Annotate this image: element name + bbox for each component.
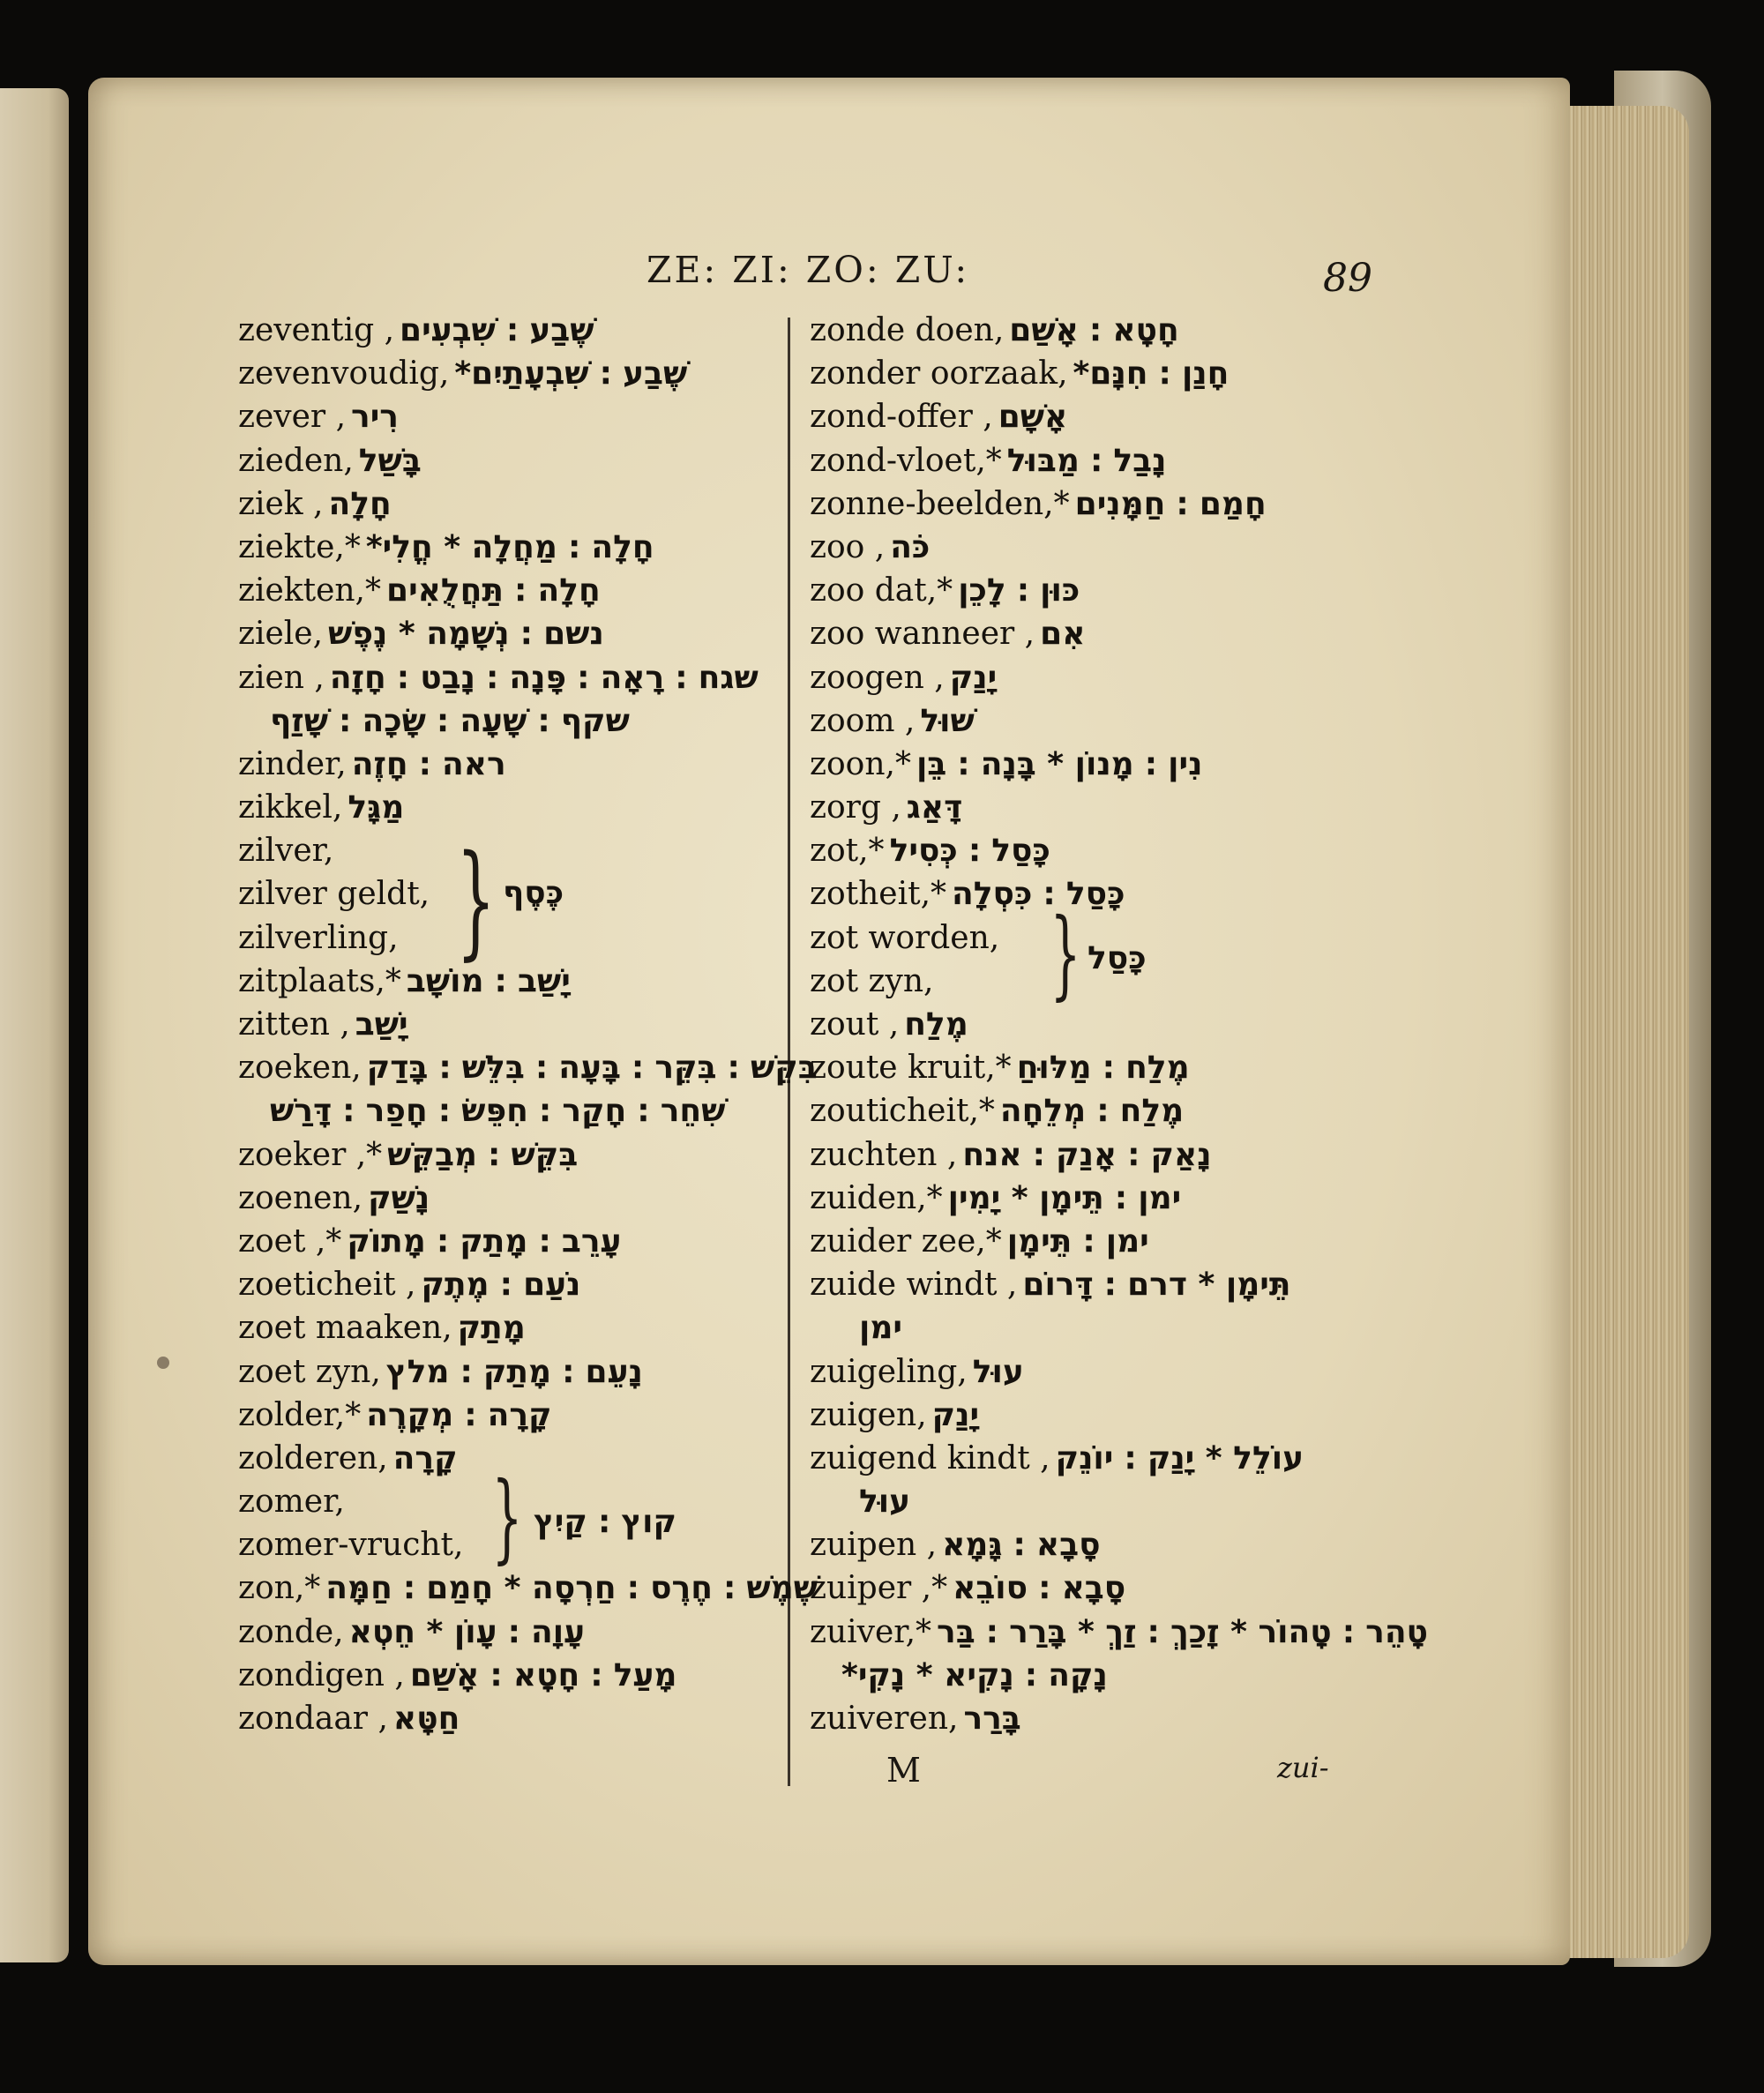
dictionary-entry [238,1697,847,1740]
hebrew-translation: בִּקֵּשׁ ׃ מְבַקֵּשׁ [387,1136,579,1173]
dictionary-entry [810,1177,1374,1220]
dictionary-entry [238,439,847,482]
dictionary-entry [238,786,847,829]
dictionary-entry [238,612,847,655]
dictionary-entry [238,569,847,612]
dictionary-entry [810,1350,1374,1394]
hebrew-translation: בָּרַר [963,1701,1021,1737]
hebrew-translation: ראה ׃ חָזֶה [351,745,506,782]
facing-page-edge [0,88,69,1962]
hebrew-translation: חָטָא ׃ אָשַׁם [1009,312,1179,348]
dictionary-entry [810,439,1374,482]
dictionary-entry [238,1611,847,1654]
hebrew-translation: טָהֵר ׃ טָהוֹר * זָכַךְ ׃ זַךְ * בָּרַר ׃ בַּר [937,1613,1428,1650]
dictionary-entry [238,1089,847,1132]
dutch-headword: zuide windt , [810,1267,1018,1304]
dictionary-entry [810,1046,1374,1089]
hebrew-translation: נָבַל ׃ מַבּוּל [1006,442,1167,479]
hebrew-translation: מֶלַח ׃ מַלּוּחַ [1016,1050,1190,1087]
dictionary-entry [810,1654,1374,1697]
dutch-headword: zuiver,* [810,1613,932,1650]
hebrew-translation: נשם ׃ נְשָׁמָה * נֶפֶשׁ [328,616,604,653]
dutch-headword: zikkel, [238,789,343,826]
dictionary-entry [238,1566,847,1610]
dutch-headword: zouticheit,* [810,1093,995,1130]
hebrew-translation: ימן ׃ תֵּימָן * יָמִין [947,1179,1182,1216]
dictionary-entry [810,1306,1374,1349]
curly-brace: } [491,1461,523,1574]
dutch-headword: zeventig , [238,312,395,348]
dutch-headword: zoo , [810,528,886,565]
hebrew-translation: כּוּן ׃ לָכֵן [958,572,1080,609]
hebrew-translation: שֶׁמֶשׁ ׃ חֶרֶס ׃ חַרְסָה * חָמַם ׃ חַמָּה [325,1570,818,1607]
dutch-headword: zoeken, [238,1050,362,1087]
hebrew-translation: חַטָּא [392,1701,460,1737]
dutch-headword: zoom , [810,702,916,739]
dictionary-entry [238,1133,847,1177]
hebrew-translation: יָנַק [949,659,998,696]
dictionary-entry [810,1003,1374,1046]
left-column [238,309,847,1740]
dictionary-entry [810,1394,1374,1437]
dutch-headword: zond-vloet,* [810,442,1002,479]
dutch-headword: zoo wanneer , [810,616,1035,653]
hebrew-translation: קוץ ׃ קַיִץ [534,1504,677,1541]
dutch-headword: zolderen, [238,1439,388,1476]
hebrew-translation: יָשַׁב [355,1006,408,1043]
dutch-headword: zitplaats,* [238,962,401,999]
dutch-headword: zonder oorzaak, [810,355,1068,392]
hebrew-translation: נֹעַם ׃ מֶתֶק [421,1267,581,1304]
dutch-headword: zot zyn, [810,962,934,999]
dutch-headword: ziek , [238,485,324,522]
dutch-headword: zonde, [238,1613,344,1650]
dutch-headword: zuipen , [810,1527,938,1564]
dictionary-entry [238,699,847,743]
hebrew-translation: חָמַם ׃ חַמָּנִים [1074,485,1267,522]
dictionary-entry [238,960,847,1003]
dictionary-entry [810,1480,1374,1523]
dictionary-entry [810,309,1374,352]
dictionary-entry [810,1220,1374,1263]
hebrew-translation: כֹּה [890,528,931,565]
dutch-headword: zond-offer , [810,399,993,436]
dictionary-entry [810,656,1374,699]
dutch-headword: zonde doen, [810,312,1005,348]
dutch-headword: zuigen, [810,1396,927,1433]
hebrew-translation: נָאַק ׃ אָנַק ׃ אנח [962,1136,1212,1173]
dutch-headword: zoet ,* [238,1222,342,1260]
dictionary-entry [238,1046,847,1089]
grouped-entries [238,829,847,974]
dictionary-entry [238,526,847,569]
hebrew-translation: עוֹלֵל * יָנַק ׃ יוֹנֵק [1055,1439,1304,1476]
dictionary-entry [810,1611,1428,1654]
right-column [810,309,1428,1740]
dictionary-entry [810,1263,1374,1306]
dictionary-entry [810,1437,1374,1480]
dutch-headword: ziekte,* [238,528,361,565]
dictionary-entry [238,352,847,395]
dutch-headword: zever , [238,399,347,436]
dictionary-entry [810,395,1374,438]
dutch-headword: zomer-vrucht, [238,1527,464,1564]
dutch-headword: zuiper ,* [810,1570,948,1607]
dictionary-entry [810,1697,1374,1740]
running-header: ZE: ZI: ZO: ZU: [647,249,970,291]
dutch-headword: zondigen , [238,1656,405,1693]
dictionary-entry [238,1350,847,1394]
hebrew-translation: חָלָה ׃ מַחֲלָה * חֳלִי* [365,528,654,565]
dutch-headword: zoogen , [810,659,945,696]
dutch-headword: zitten , [238,1006,350,1043]
hebrew-translation: עָרֵב ׃ מָתַק ׃ מָתוֹק [347,1222,622,1260]
dictionary-entry [238,1263,847,1306]
dictionary-entry [238,743,847,786]
hebrew-translation: שֶׁבַע ׃ שִׁבְעִים [400,312,594,348]
dictionary-entry [238,1654,847,1697]
hebrew-translation: סָבָא ׃ סוֹבֵא [953,1570,1126,1607]
dutch-headword: zoon,* [810,745,911,782]
dutch-headword: zomer, [238,1484,345,1521]
dutch-headword: zuiveren, [810,1701,959,1737]
dutch-headword: zinder, [238,745,347,782]
curly-brace: } [456,829,496,974]
dutch-headword: zoet zyn, [238,1353,381,1390]
hebrew-translation: כֶּסֶף [503,875,564,912]
hebrew-translation: רִיר [351,399,399,436]
dictionary-entry [810,1089,1374,1132]
hebrew-translation: אָשָׁם [998,399,1068,436]
hebrew-translation: שׁוּל [920,702,975,739]
hebrew-translation: דָּאַג [906,789,963,826]
dutch-headword: zuiden,* [810,1179,943,1216]
dictionary-entry [238,1003,847,1046]
curly-brace: } [1050,896,1081,1010]
dictionary-entry [238,395,847,438]
hebrew-translation: נָקָה ׃ נָקִיא * נָקִי* [841,1656,1108,1693]
dictionary-entry [810,526,1374,569]
dutch-headword: ziele, [238,616,324,653]
dutch-headword: zolder,* [238,1396,362,1433]
dictionary-entry [810,872,1374,916]
page-number: 89 [1323,256,1372,301]
dictionary-entry [810,1133,1374,1177]
hebrew-translation: בָּשַׁל [358,442,422,479]
dictionary-entry [238,1220,847,1263]
dutch-headword: zoute kruit,* [810,1050,1012,1087]
hebrew-translation: יָנַק [931,1396,980,1433]
catchword: zui- [1277,1751,1329,1784]
dictionary-entry [238,1437,847,1480]
dutch-headword: zuider zee,* [810,1222,1002,1260]
dutch-headword: zondaar , [238,1701,388,1737]
grouped-entries [810,896,1374,1010]
hebrew-translation: ימן ׃ תֵּימָן [1006,1222,1149,1260]
dutch-headword: zoenen, [238,1179,363,1216]
dutch-headword: zoeticheit , [238,1267,416,1304]
grouped-entries [238,1461,847,1574]
dutch-headword: zilver, [238,833,334,870]
hebrew-translation: מָתַק [457,1310,526,1347]
hebrew-translation: כָּסַל ׃ כְּסִיל [889,833,1050,870]
dutch-headword: zorg , [810,789,901,826]
hebrew-translation: קָרָה ׃ מְקָרֶה [366,1396,552,1433]
dictionary-entry [810,612,1374,655]
hebrew-translation: שִׁחֵר ׃ חָקַר ׃ חִפֵּשׂ ׃ חָפַר ׃ דָּרַשׁ [270,1093,726,1130]
dutch-headword: zonne-beelden,* [810,485,1070,522]
hebrew-translation: עוּל [859,1484,911,1521]
dutch-headword: zoet maaken, [238,1310,452,1347]
hebrew-translation: יָשַׁב ׃ מוֹשָׁב [406,962,571,999]
dictionary-entry [810,1566,1374,1610]
dictionary-entry [810,482,1374,526]
signature-mark: M [886,1751,921,1790]
dutch-headword: zieden, [238,442,354,479]
hebrew-translation: סָבָא ׃ גָּמָא [942,1527,1101,1564]
dictionary-entry [810,743,1374,786]
dutch-headword: zilverling, [238,919,399,956]
dictionary-entry [810,699,1374,743]
hebrew-translation: כָּסַל [1088,939,1147,976]
dutch-headword: zilver geldt, [238,876,430,913]
dutch-headword: zot,* [810,833,885,870]
dictionary-entry [810,352,1374,395]
hebrew-translation: נָעֵם ׃ מָתַק ׃ מלץ [385,1353,643,1390]
hebrew-translation: עָוָה ׃ עָוֹן * חֵטְא [348,1613,586,1650]
dictionary-entry [810,786,1374,829]
hebrew-translation: מֶלַח [904,1006,968,1043]
hebrew-translation: קָרָה [392,1439,458,1476]
hebrew-translation: חָלָה ׃ תַּחֲלֻאִים [386,572,601,609]
dutch-headword: zotheit,* [810,876,947,913]
dutch-headword: zuigend kindt , [810,1439,1050,1476]
dictionary-entry [238,1306,847,1349]
hebrew-translation: בִּקֵּשׁ ׃ בִּקֵּר ׃ בָּעָה ׃ בִּלֵּשׁ ׃ בָּדַק [366,1050,818,1087]
hebrew-translation: אִם [1040,616,1086,653]
hebrew-translation: כָּסַל ׃ כִּסְלָה [952,876,1125,913]
hebrew-translation: חָנַן ׃ חִנָּם* [1073,355,1230,392]
dictionary-entry [810,569,1374,612]
hebrew-translation: מֶלַח ׃ מְלֵחָה [999,1093,1185,1130]
hebrew-translation: חָלָה [328,485,392,522]
dictionary-entry [238,309,847,352]
dutch-headword: zon,* [238,1570,321,1607]
paper-stain [157,1357,169,1369]
dictionary-entry [238,1394,847,1437]
hebrew-translation: עוּל [972,1353,1024,1390]
dictionary-entry [238,1177,847,1220]
dutch-headword: zoo dat,* [810,572,953,609]
dictionary-entry [810,1523,1374,1566]
dutch-headword: zoeker ,* [238,1136,383,1173]
dictionary-entry [238,656,847,699]
dutch-headword: zout , [810,1006,900,1043]
hebrew-translation: מָעַל ׃ חָטָא ׃ אָשַׁם [409,1656,677,1693]
dutch-headword: zien , [238,659,325,696]
dutch-headword: zuchten , [810,1136,958,1173]
dutch-headword: zuigeling, [810,1353,968,1390]
hebrew-translation: נָשַׁק [368,1179,430,1216]
hebrew-translation: שֶׁבַע ׃ שִׁבְעָתַיִם* [454,355,688,392]
hebrew-translation: שקף ׃ שָׁעָה ׃ שָׂכָה ׃ שָׁזַף [270,702,630,739]
dutch-headword: ziekten,* [238,572,381,609]
hebrew-translation: ימן [859,1310,903,1347]
hebrew-translation: שגח ׃ רָאָה ׃ פָּנָה ׃ נָבַט ׃ חָזָה [329,659,759,696]
dictionary-entry [238,482,847,526]
dutch-headword: zot worden, [810,919,1000,956]
dutch-headword: zevenvoudig, [238,355,450,392]
hebrew-translation: תֵּימָן * דרם ׃ דָּרוֹם [1022,1267,1291,1304]
dictionary-entry [810,829,1374,872]
hebrew-translation: נִין ׃ מָנוֹן * בָּנָה ׃ בֵּן [916,745,1203,782]
hebrew-translation: מַגָּל [348,789,405,826]
